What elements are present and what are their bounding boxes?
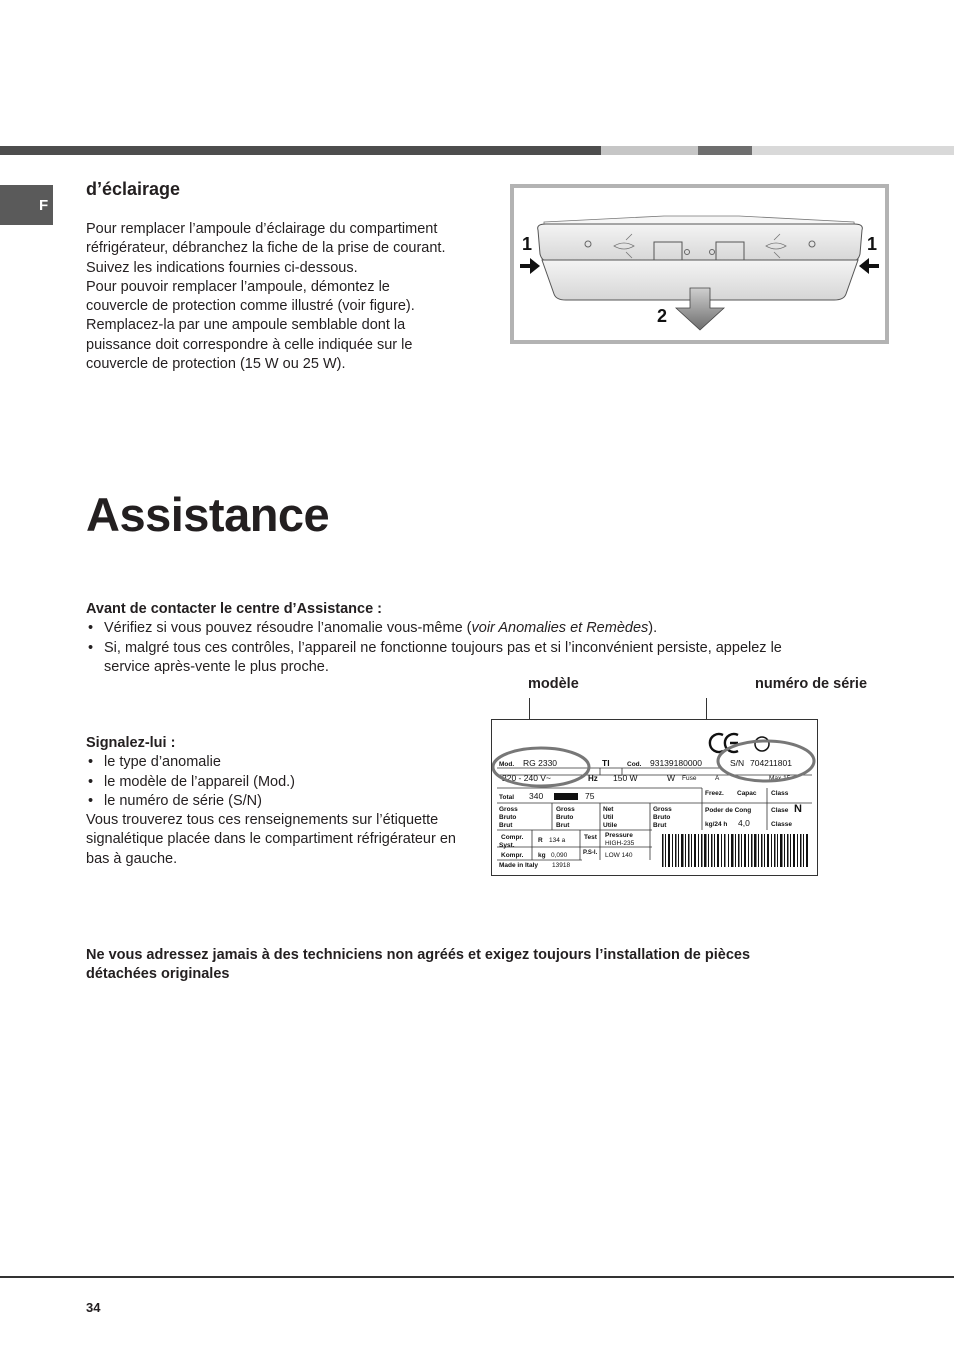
plate-util: Util	[603, 814, 614, 821]
lamp-cover-figure	[510, 184, 889, 344]
model-label: modèle	[528, 676, 579, 692]
plate-poder: Poder de Cong	[705, 807, 752, 814]
signal-text-line: signalétique placée dans le compartiment réfrigérateur en	[86, 831, 456, 848]
plate-ps: P.S-I.	[583, 850, 598, 856]
plate-hz: Hz	[588, 774, 598, 783]
footer-rule	[0, 1276, 954, 1278]
plate-bruto-3: Bruto	[653, 814, 671, 821]
plate-kg-value: 0,090	[551, 852, 568, 859]
section-line: Remplacez-la par une ampoule semblable dont la	[86, 317, 406, 334]
plate-mod-label: Mod.	[499, 761, 515, 768]
plate-fuse: Fuse	[682, 775, 697, 782]
signal-heading: Signalez-lui :	[86, 735, 176, 751]
rating-plate	[491, 719, 818, 876]
section-text	[86, 220, 486, 374]
signal-item: • le modèle de l’appareil (Mod.)	[86, 773, 486, 792]
plate-serial-value: 704211801	[750, 758, 792, 768]
ce-mark-icon	[710, 734, 738, 752]
language-tab-letter: F	[39, 197, 49, 214]
figure-label-right: 1	[867, 234, 878, 254]
rating-plate-drawing	[492, 720, 817, 875]
plate-voltage: 220 - 240 V~	[502, 773, 551, 783]
before-bullet: • Vérifiez si vous pouvez résoudre l’anomalie vous-même (voir Anomalies et Remèdes).	[86, 619, 826, 638]
section-line: Pour remplacer l’ampoule d’éclairage du compartiment	[86, 221, 438, 237]
star-rating-icon	[554, 793, 578, 800]
plate-bruto-2: Bruto	[556, 814, 574, 821]
arrow-right-icon	[520, 258, 540, 274]
plate-brut-2: Brut	[556, 822, 570, 829]
plate-syst: Syst.	[499, 842, 515, 849]
plate-class: Class	[771, 790, 789, 797]
signal-block	[86, 734, 486, 869]
plate-high: HIGH-235	[605, 840, 635, 847]
before-contact-heading: Avant de contacter le centre d’Assistance :	[86, 601, 383, 617]
section-line: Pour pouvoir remplacer l’ampoule, démontez le	[86, 278, 390, 295]
plate-class-value: N	[794, 803, 802, 815]
plate-kompr: Kompr.	[501, 852, 524, 859]
plate-brut: Brut	[499, 822, 513, 829]
lamp-cover-illustration	[514, 188, 885, 340]
plate-max: Max 15	[769, 775, 791, 782]
plate-total-label: Total	[499, 794, 515, 801]
plate-cod-label: Cod.	[627, 761, 642, 768]
plate-test: Test	[584, 834, 597, 841]
plate-net: Net	[603, 806, 614, 813]
plate-classe: Classe	[771, 821, 792, 828]
plate-r: R	[538, 837, 543, 844]
plate-a: A	[715, 775, 720, 782]
section-heading: d’éclairage	[86, 179, 181, 199]
plate-kg: kg	[538, 852, 546, 859]
plate-made-code: 13918	[552, 862, 571, 869]
plate-kg24: kg/24 h	[705, 821, 728, 828]
plate-ti: TI	[602, 758, 610, 768]
warning-line: Ne vous adressez jamais à des techniciens non agréés et exigez toujours l’installation de pièces	[86, 947, 751, 963]
plate-freez: Freez.	[705, 790, 724, 797]
signal-text-line: Vous trouverez tous ces renseignements sur l’étiquette	[86, 812, 439, 829]
language-tab	[0, 185, 53, 225]
header-bar-light	[601, 146, 698, 155]
plate-capac: Capac	[737, 790, 757, 797]
plate-w: W	[667, 773, 676, 783]
plate-brut-3: Brut	[653, 822, 667, 829]
serial-label: numéro de série	[755, 676, 868, 692]
plate-sn-label: S/N	[730, 758, 745, 768]
section-line: Suivez les indications fournies ci-dessous.	[86, 259, 358, 276]
plate-cod-value: 93139180000	[650, 758, 703, 768]
warning-text	[86, 946, 886, 985]
warning-line: détachées originales	[86, 966, 230, 983]
plate-pressure: Pressure	[605, 832, 633, 839]
section-line: réfrigérateur, débranchez la fiche de la prise de courant.	[86, 240, 446, 257]
signal-item: • le numéro de série (S/N)	[86, 792, 486, 811]
figure-label-down: 2	[657, 306, 668, 326]
signal-item: • le type d’anomalie	[86, 753, 486, 772]
section-line: couvercle de protection comme illustré (voir figure).	[86, 298, 415, 315]
plate-model-value: RG 2330	[523, 758, 558, 768]
plate-power: 150 W	[613, 773, 638, 783]
header-bar-pale	[752, 146, 954, 155]
plate-low: LOW 140	[605, 852, 633, 859]
plate-made-in: Made in Italy	[499, 862, 539, 869]
signal-text-line: bas à gauche.	[86, 850, 178, 867]
plate-kg24-value: 4,0	[738, 818, 750, 828]
page-title: Assistance	[86, 488, 330, 541]
section-line: puissance doit correspondre à celle indiquée sur le	[86, 336, 413, 353]
header-bar-dark	[0, 146, 601, 155]
section-line: couvercle de protection (15 W ou 25 W).	[86, 356, 346, 373]
plate-compr: Compr.	[501, 834, 524, 841]
plate-gross-3: Gross	[653, 806, 672, 813]
plate-total-stars: 75	[585, 791, 595, 801]
arrow-left-icon	[859, 258, 879, 274]
plate-total-value: 340	[529, 791, 544, 801]
figure-label-left: 1	[522, 234, 533, 254]
header-bar-mid	[698, 146, 752, 155]
plate-clase: Clase	[771, 807, 789, 814]
plate-gross-2: Gross	[556, 806, 575, 813]
header-bar	[0, 146, 954, 155]
before-bullet: • Si, malgré tous ces contrôles, l’appareil ne fonctionne toujours pas et si l’inconvénient persiste, appelez le service après-vente le plus proche.	[86, 639, 826, 678]
plate-r-value: 134 a	[549, 837, 566, 844]
plate-bruto: Bruto	[499, 814, 517, 821]
certification-icon	[755, 737, 769, 751]
plate-gross: Gross	[499, 806, 518, 813]
page-number: 34	[86, 1300, 101, 1315]
plate-utile: Utile	[603, 822, 618, 829]
before-contact-block	[86, 600, 826, 677]
barcode	[662, 834, 808, 867]
